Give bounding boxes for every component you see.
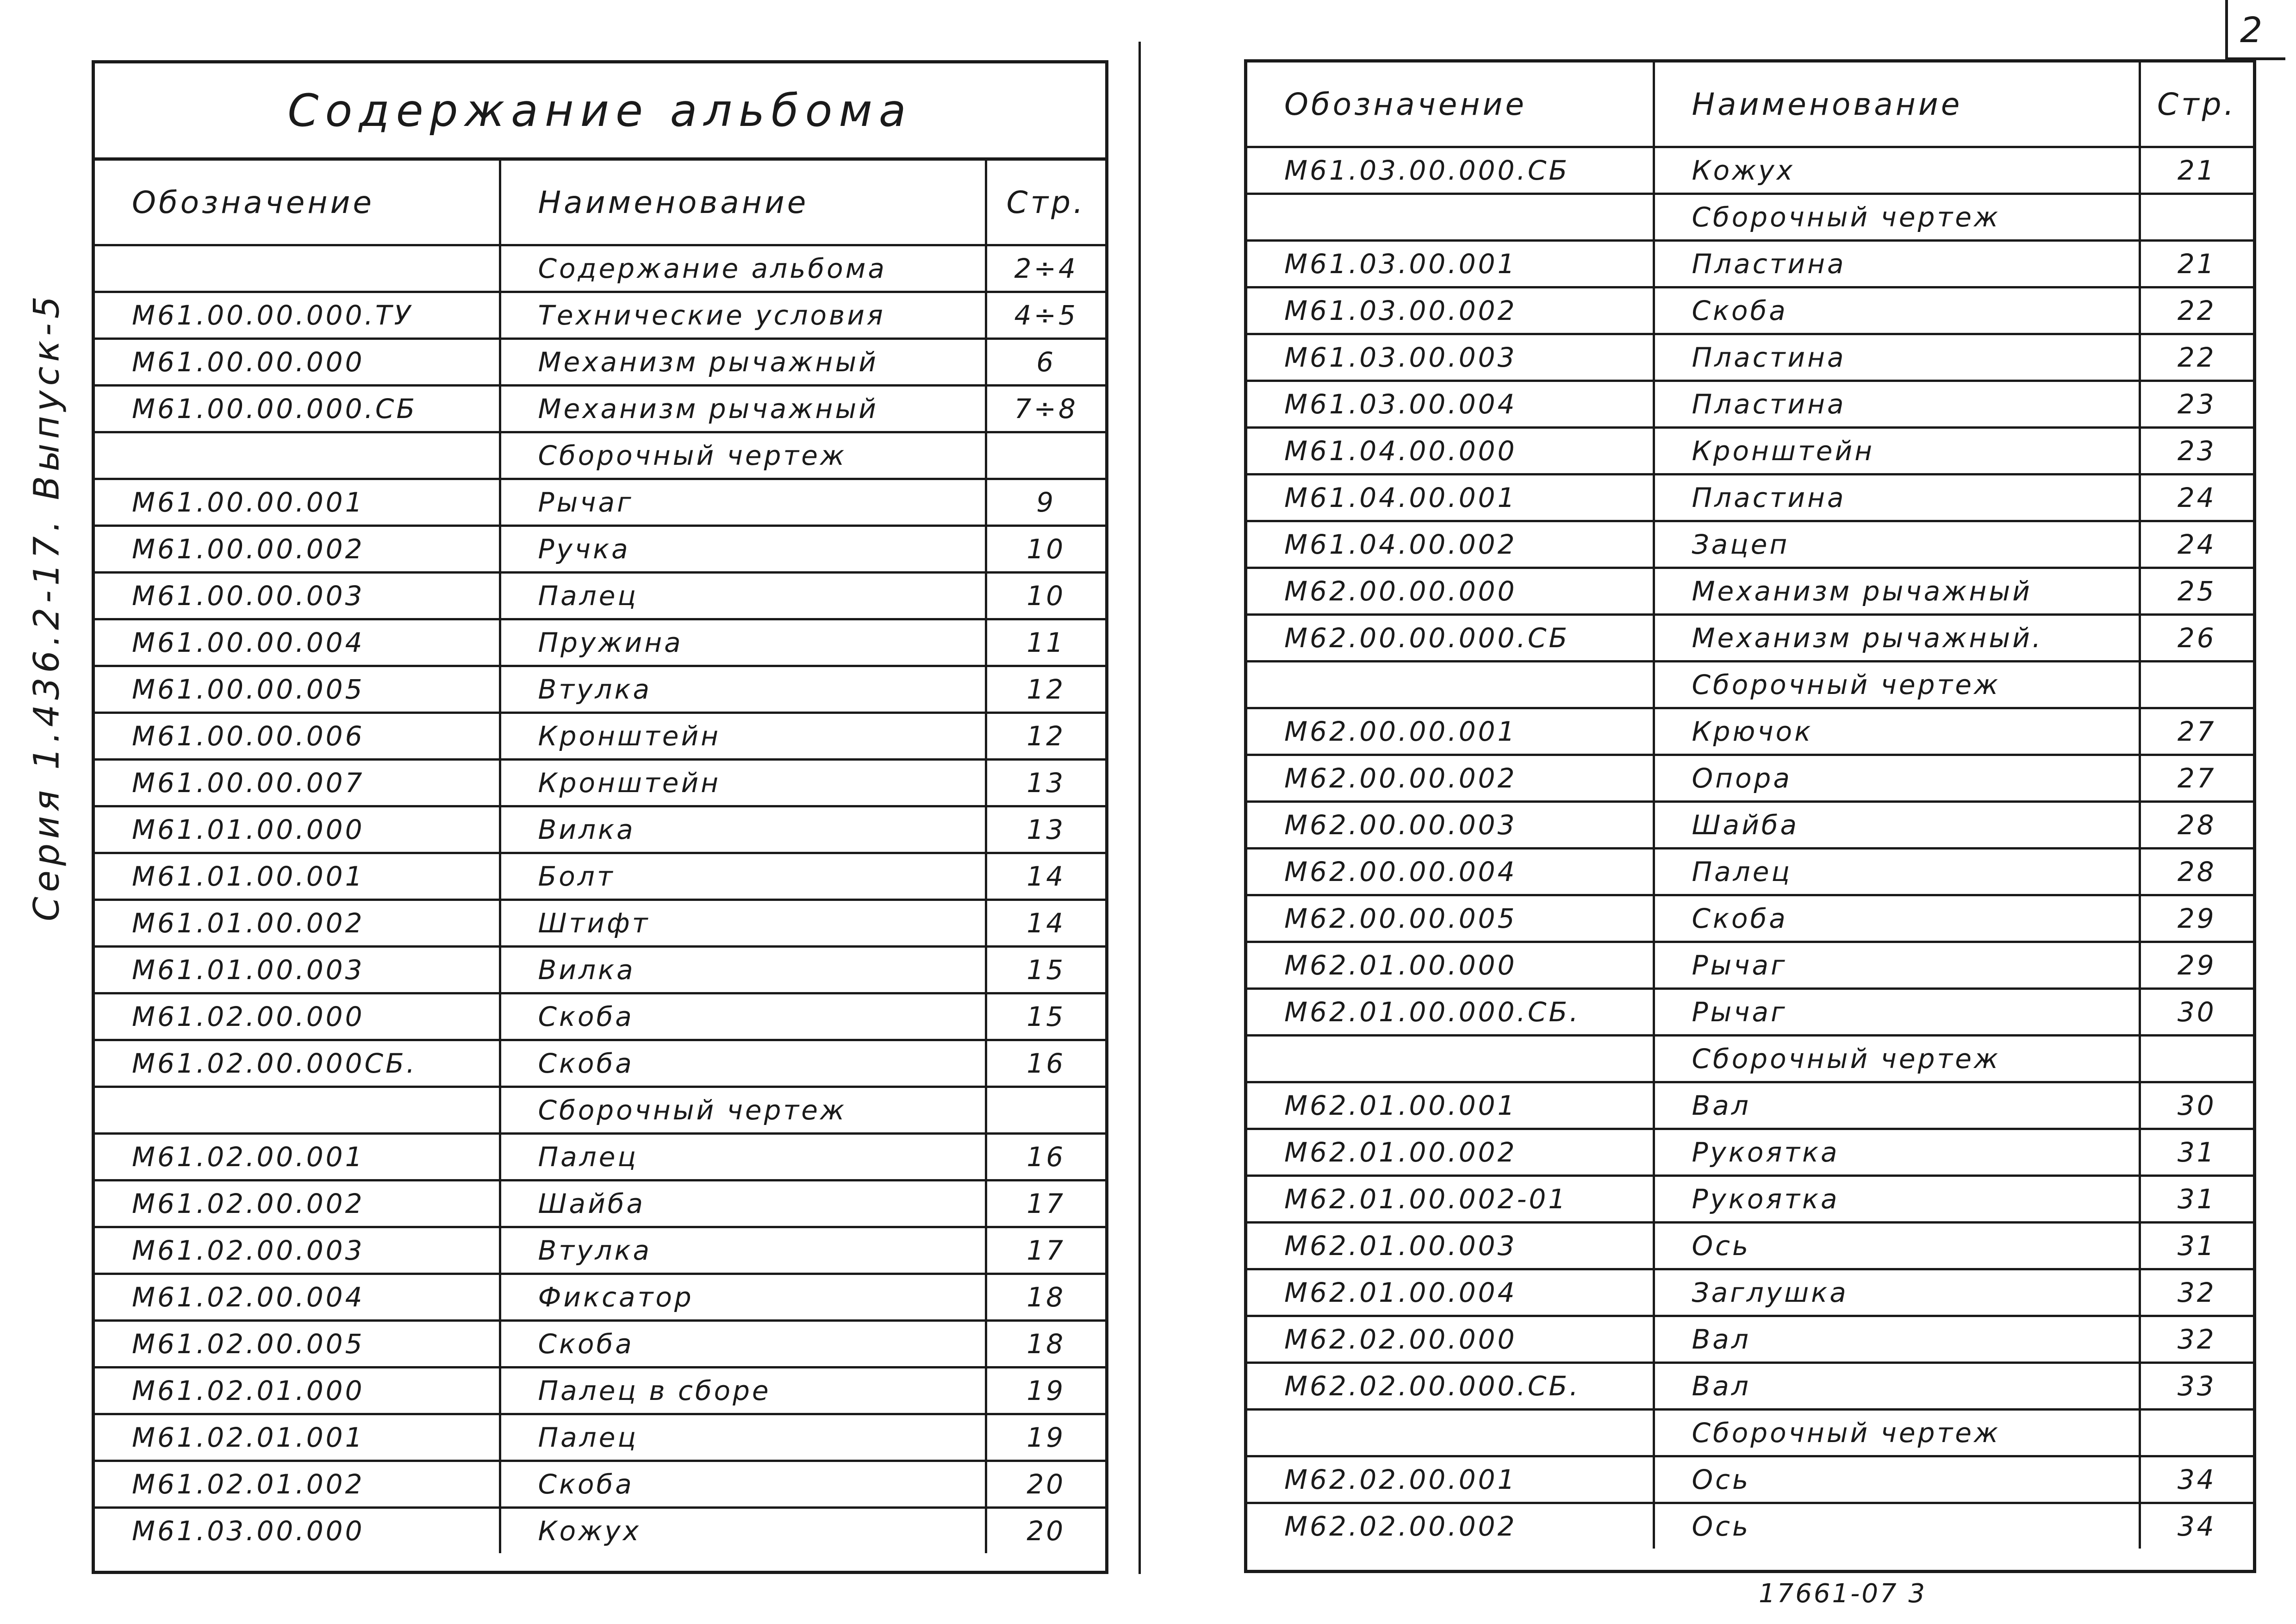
table-row — [1247, 1176, 2253, 1223]
right-contents-table — [1247, 62, 2253, 1549]
page-cell: 31 — [2140, 1223, 2253, 1269]
name-cell: Рукоятка — [1654, 1176, 2140, 1223]
sheet-number: 2 — [2240, 9, 2263, 50]
designation-cell: М61.01.00.002 — [95, 900, 500, 947]
name-cell: Рычаг — [1654, 989, 2140, 1036]
designation-cell: М62.00.00.005 — [1247, 895, 1654, 942]
page-cell: 20 — [986, 1461, 1105, 1508]
designation-cell: М62.01.00.001 — [1247, 1082, 1654, 1129]
table-row — [95, 292, 1105, 339]
table-row — [1247, 381, 2253, 428]
designation-cell — [1247, 1036, 1654, 1082]
page-cell: 26 — [2140, 615, 2253, 662]
name-cell: Заглушка — [1654, 1269, 2140, 1316]
page-cell: 11 — [986, 619, 1105, 666]
page-header: Стр. — [986, 161, 1105, 245]
left-contents-table — [95, 161, 1105, 1553]
designation-cell: М61.03.00.004 — [1247, 381, 1654, 428]
name-cell: Сборочный чертеж — [1654, 1036, 2140, 1082]
page-cell: 13 — [986, 760, 1105, 806]
designation-cell: М62.00.00.003 — [1247, 802, 1654, 849]
center-fold-rule — [1139, 42, 1141, 1574]
designation-cell: М61.02.00.000СБ. — [95, 1040, 500, 1087]
page-header: Стр. — [2140, 62, 2253, 147]
table-row — [1247, 849, 2253, 895]
table-row — [1247, 1316, 2253, 1363]
album-title: Содержание альбома — [95, 63, 1105, 161]
right-contents-sheet — [1244, 59, 2256, 1573]
name-cell: Палец — [500, 573, 986, 619]
table-row — [1247, 241, 2253, 287]
designation-header: Обозначение — [1247, 62, 1654, 147]
name-header: Наименование — [500, 161, 986, 245]
page-cell: 28 — [2140, 849, 2253, 895]
page-cell: 16 — [986, 1040, 1105, 1087]
name-cell: Рукоятка — [1654, 1129, 2140, 1176]
table-row — [95, 947, 1105, 993]
name-cell: Технические условия — [500, 292, 986, 339]
page-cell — [2140, 662, 2253, 708]
name-cell: Крючок — [1654, 708, 2140, 755]
table-row — [95, 1368, 1105, 1414]
name-cell: Палец — [500, 1134, 986, 1181]
page-cell: 34 — [2140, 1456, 2253, 1503]
name-cell: Кронштейн — [500, 713, 986, 760]
page-cell: 21 — [2140, 147, 2253, 194]
designation-cell: М61.00.00.001 — [95, 479, 500, 526]
designation-cell — [1247, 662, 1654, 708]
page-cell: 21 — [2140, 241, 2253, 287]
table-row — [95, 993, 1105, 1040]
table-row — [1247, 802, 2253, 849]
name-cell: Механизм рычажный — [500, 339, 986, 386]
page-cell: 23 — [2140, 428, 2253, 475]
name-cell: Скоба — [500, 993, 986, 1040]
table-row — [95, 1040, 1105, 1087]
table-row — [1247, 194, 2253, 241]
page-cell: 14 — [986, 900, 1105, 947]
name-cell: Ось — [1654, 1503, 2140, 1549]
page-cell: 30 — [2140, 1082, 2253, 1129]
designation-cell: М61.00.00.005 — [95, 666, 500, 713]
page-cell: 25 — [2140, 568, 2253, 615]
table-row — [1247, 989, 2253, 1036]
designation-cell: М62.02.00.000.СБ. — [1247, 1363, 1654, 1410]
page-cell: 12 — [986, 666, 1105, 713]
page-cell — [2140, 1410, 2253, 1456]
name-cell: Шайба — [1654, 802, 2140, 849]
table-row — [95, 1321, 1105, 1368]
table-row — [1247, 1269, 2253, 1316]
designation-cell: М61.02.00.003 — [95, 1227, 500, 1274]
designation-cell: М61.01.00.000 — [95, 806, 500, 853]
table-row — [95, 432, 1105, 479]
designation-header: Обозначение — [95, 161, 500, 245]
page-cell: 15 — [986, 993, 1105, 1040]
page-cell: 28 — [2140, 802, 2253, 849]
name-cell: Механизм рычажный — [1654, 568, 2140, 615]
name-cell: Палец — [1654, 849, 2140, 895]
designation-cell: М61.02.00.004 — [95, 1274, 500, 1321]
designation-cell: М62.02.00.002 — [1247, 1503, 1654, 1549]
designation-cell: М61.00.00.003 — [95, 573, 500, 619]
page-cell: 32 — [2140, 1316, 2253, 1363]
page-cell: 34 — [2140, 1503, 2253, 1549]
page-cell — [986, 1087, 1105, 1134]
name-cell: Содержание альбома — [500, 245, 986, 292]
page-cell: 16 — [986, 1134, 1105, 1181]
header-row — [95, 161, 1105, 245]
name-cell: Скоба — [500, 1040, 986, 1087]
page-cell: 24 — [2140, 475, 2253, 521]
table-row — [95, 1181, 1105, 1227]
designation-cell: М61.00.00.006 — [95, 713, 500, 760]
table-row — [1247, 1410, 2253, 1456]
table-row — [95, 526, 1105, 573]
designation-cell — [1247, 194, 1654, 241]
designation-cell — [95, 432, 500, 479]
designation-cell: М61.02.00.001 — [95, 1134, 500, 1181]
name-cell: Вал — [1654, 1363, 2140, 1410]
series-label: Серия 1.436.2-17. Выпуск-5 — [25, 291, 67, 922]
designation-cell: М61.03.00.003 — [1247, 334, 1654, 381]
name-cell: Вал — [1654, 1082, 2140, 1129]
page-cell: 4÷5 — [986, 292, 1105, 339]
table-row — [1247, 615, 2253, 662]
table-row — [1247, 475, 2253, 521]
page-cell: 17 — [986, 1227, 1105, 1274]
name-cell: Ось — [1654, 1223, 2140, 1269]
name-cell: Сборочный чертеж — [1654, 662, 2140, 708]
page-cell: 30 — [2140, 989, 2253, 1036]
designation-cell: М61.03.00.002 — [1247, 287, 1654, 334]
page-cell: 29 — [2140, 942, 2253, 989]
designation-cell: М62.00.00.000 — [1247, 568, 1654, 615]
table-row — [95, 245, 1105, 292]
designation-cell: М62.01.00.000 — [1247, 942, 1654, 989]
table-row — [1247, 1223, 2253, 1269]
name-cell: Втулка — [500, 1227, 986, 1274]
page-cell: 31 — [2140, 1129, 2253, 1176]
designation-cell: М61.03.00.001 — [1247, 241, 1654, 287]
designation-cell: М61.04.00.000 — [1247, 428, 1654, 475]
name-cell: Пластина — [1654, 475, 2140, 521]
name-cell: Палец — [500, 1414, 986, 1461]
page-cell: 24 — [2140, 521, 2253, 568]
table-row — [1247, 1456, 2253, 1503]
name-cell: Скоба — [500, 1321, 986, 1368]
page-cell: 9 — [986, 479, 1105, 526]
name-cell: Кожух — [1654, 147, 2140, 194]
page-cell: 12 — [986, 713, 1105, 760]
name-cell: Опора — [1654, 755, 2140, 802]
designation-cell: М61.02.01.001 — [95, 1414, 500, 1461]
table-row — [95, 1087, 1105, 1134]
designation-cell: М62.02.00.001 — [1247, 1456, 1654, 1503]
table-row — [95, 1414, 1105, 1461]
name-cell: Зацеп — [1654, 521, 2140, 568]
name-cell: Рычаг — [1654, 942, 2140, 989]
table-row — [95, 900, 1105, 947]
designation-cell: М61.02.00.000 — [95, 993, 500, 1040]
name-cell: Вилка — [500, 806, 986, 853]
table-row — [95, 573, 1105, 619]
designation-cell: М62.01.00.003 — [1247, 1223, 1654, 1269]
page-cell: 2÷4 — [986, 245, 1105, 292]
table-row — [95, 806, 1105, 853]
page-cell: 33 — [2140, 1363, 2253, 1410]
name-cell: Механизм рычажный — [500, 386, 986, 432]
name-cell: Фиксатор — [500, 1274, 986, 1321]
designation-cell: М61.04.00.001 — [1247, 475, 1654, 521]
page-cell: 31 — [2140, 1176, 2253, 1223]
table-row — [95, 1274, 1105, 1321]
table-row — [1247, 1082, 2253, 1129]
table-row — [95, 339, 1105, 386]
table-row — [1247, 1503, 2253, 1549]
name-cell: Сборочный чертеж — [1654, 194, 2140, 241]
page-cell: 27 — [2140, 755, 2253, 802]
designation-cell — [95, 245, 500, 292]
designation-cell: М61.00.00.000.СБ — [95, 386, 500, 432]
page-cell: 18 — [986, 1321, 1105, 1368]
page-cell: 19 — [986, 1414, 1105, 1461]
designation-cell: М62.00.00.000.СБ — [1247, 615, 1654, 662]
page-cell: 6 — [986, 339, 1105, 386]
table-row — [1247, 1036, 2253, 1082]
table-row — [1247, 568, 2253, 615]
name-cell: Штифт — [500, 900, 986, 947]
left-table-body — [95, 245, 1105, 1554]
table-row — [1247, 521, 2253, 568]
name-cell: Скоба — [500, 1461, 986, 1508]
table-row — [1247, 287, 2253, 334]
page-cell: 14 — [986, 853, 1105, 900]
page-cell: 15 — [986, 947, 1105, 993]
name-cell: Вал — [1654, 1316, 2140, 1363]
table-row — [1247, 428, 2253, 475]
table-row — [95, 386, 1105, 432]
designation-cell: М62.00.00.001 — [1247, 708, 1654, 755]
page-cell: 20 — [986, 1508, 1105, 1554]
designation-cell — [95, 1087, 500, 1134]
name-cell: Рычаг — [500, 479, 986, 526]
name-cell: Кронштейн — [500, 760, 986, 806]
table-row — [95, 666, 1105, 713]
table-row — [95, 853, 1105, 900]
page-cell: 17 — [986, 1181, 1105, 1227]
table-row — [1247, 334, 2253, 381]
designation-cell: М61.04.00.002 — [1247, 521, 1654, 568]
name-header: Наименование — [1654, 62, 2140, 147]
page-cell — [2140, 194, 2253, 241]
designation-cell: М61.01.00.003 — [95, 947, 500, 993]
designation-cell: М61.03.00.000.СБ — [1247, 147, 1654, 194]
name-cell: Сборочный чертеж — [500, 432, 986, 479]
table-row — [95, 1134, 1105, 1181]
name-cell: Ручка — [500, 526, 986, 573]
designation-cell: М61.03.00.000 — [95, 1508, 500, 1554]
table-row — [1247, 1363, 2253, 1410]
name-cell: Вилка — [500, 947, 986, 993]
designation-cell: М61.02.01.002 — [95, 1461, 500, 1508]
table-row — [95, 713, 1105, 760]
table-row — [95, 1508, 1105, 1554]
table-row — [1247, 1129, 2253, 1176]
name-cell: Кронштейн — [1654, 428, 2140, 475]
archive-stamp: 17661-07 3 — [1759, 1579, 1927, 1609]
name-cell: Пластина — [1654, 334, 2140, 381]
table-row — [1247, 755, 2253, 802]
designation-cell: М62.01.00.000.СБ. — [1247, 989, 1654, 1036]
designation-cell: М62.01.00.002-01 — [1247, 1176, 1654, 1223]
name-cell: Механизм рычажный. — [1654, 615, 2140, 662]
designation-cell — [1247, 1410, 1654, 1456]
corner-frame-line — [2225, 0, 2228, 60]
page-cell: 13 — [986, 806, 1105, 853]
page-cell: 22 — [2140, 334, 2253, 381]
page-cell: 18 — [986, 1274, 1105, 1321]
name-cell: Палец в сборе — [500, 1368, 986, 1414]
table-row — [1247, 942, 2253, 989]
table-row — [95, 1461, 1105, 1508]
name-cell: Пластина — [1654, 241, 2140, 287]
designation-cell: М61.00.00.000 — [95, 339, 500, 386]
page-cell: 27 — [2140, 708, 2253, 755]
page-cell: 7÷8 — [986, 386, 1105, 432]
name-cell: Скоба — [1654, 287, 2140, 334]
name-cell: Пластина — [1654, 381, 2140, 428]
page-cell — [986, 432, 1105, 479]
designation-cell: М61.00.00.000.ТУ — [95, 292, 500, 339]
designation-cell: М62.00.00.004 — [1247, 849, 1654, 895]
table-row — [95, 760, 1105, 806]
name-cell: Пружина — [500, 619, 986, 666]
table-row — [1247, 662, 2253, 708]
page-cell: 10 — [986, 526, 1105, 573]
table-row — [95, 479, 1105, 526]
designation-cell: М62.00.00.002 — [1247, 755, 1654, 802]
designation-cell: М61.00.00.002 — [95, 526, 500, 573]
table-row — [1247, 147, 2253, 194]
name-cell: Болт — [500, 853, 986, 900]
name-cell: Сборочный чертеж — [1654, 1410, 2140, 1456]
page-cell: 32 — [2140, 1269, 2253, 1316]
name-cell: Ось — [1654, 1456, 2140, 1503]
header-row — [1247, 62, 2253, 147]
designation-cell: М62.02.00.000 — [1247, 1316, 1654, 1363]
page-cell: 22 — [2140, 287, 2253, 334]
page-cell: 23 — [2140, 381, 2253, 428]
page-cell: 19 — [986, 1368, 1105, 1414]
table-row — [95, 1227, 1105, 1274]
right-table-body — [1247, 147, 2253, 1549]
designation-cell: М62.01.00.002 — [1247, 1129, 1654, 1176]
table-row — [1247, 708, 2253, 755]
name-cell: Скоба — [1654, 895, 2140, 942]
table-row — [95, 619, 1105, 666]
designation-cell: М61.00.00.007 — [95, 760, 500, 806]
designation-cell: М61.02.00.002 — [95, 1181, 500, 1227]
page-cell: 29 — [2140, 895, 2253, 942]
name-cell: Сборочный чертеж — [500, 1087, 986, 1134]
name-cell: Шайба — [500, 1181, 986, 1227]
name-cell: Втулка — [500, 666, 986, 713]
table-row — [1247, 895, 2253, 942]
page-cell — [2140, 1036, 2253, 1082]
page-cell: 10 — [986, 573, 1105, 619]
name-cell: Кожух — [500, 1508, 986, 1554]
left-contents-sheet — [92, 60, 1108, 1574]
designation-cell: М62.01.00.004 — [1247, 1269, 1654, 1316]
designation-cell: М61.02.00.005 — [95, 1321, 500, 1368]
designation-cell: М61.00.00.004 — [95, 619, 500, 666]
designation-cell: М61.01.00.001 — [95, 853, 500, 900]
designation-cell: М61.02.01.000 — [95, 1368, 500, 1414]
